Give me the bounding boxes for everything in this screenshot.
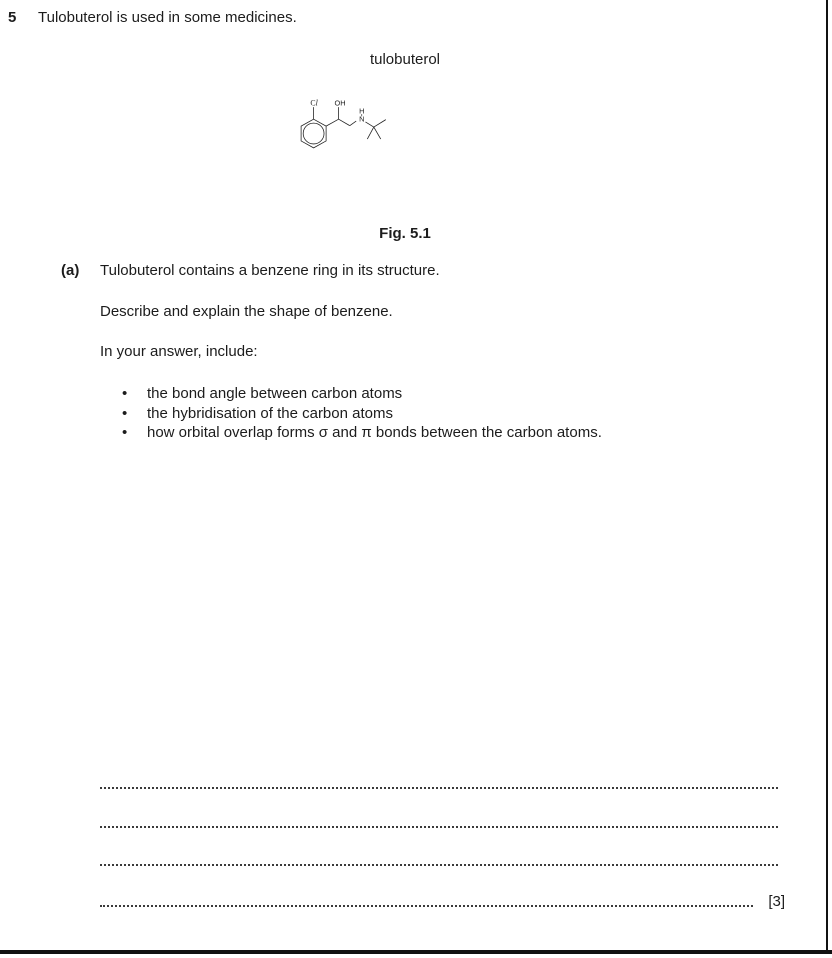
bond-ch2-to-n — [350, 121, 356, 126]
marks-badge: [3] — [768, 893, 785, 910]
bond-tbutyl-methyl-2 — [367, 127, 373, 139]
question-intro-text: Tulobuterol is used in some medicines. — [38, 9, 297, 26]
hydroxyl-group-label: OH — [334, 98, 346, 108]
part-a-instruction: Describe and explain the shape of benzene. — [100, 303, 393, 320]
bond-ring-to-carbinol — [326, 119, 339, 126]
amine-nitrogen-label: N — [359, 114, 365, 124]
answer-line — [100, 826, 778, 828]
molecule-structure-diagram — [290, 70, 540, 210]
bullet-item — [122, 404, 602, 424]
page-edge-bottom — [0, 950, 832, 954]
bond-n-to-tbutyl — [365, 122, 373, 127]
amine-hydrogen-label: H — [359, 106, 365, 116]
figure-caption: Fig. 5.1 — [379, 225, 431, 242]
bullet-text: the bond angle between carbon atoms — [147, 385, 403, 402]
bullet-text: how orbital overlap forms σ and π bonds between the carbon atoms. — [147, 424, 602, 441]
bullet-item — [122, 423, 602, 443]
answer-line — [100, 787, 778, 789]
bullet-icon: • — [122, 424, 128, 441]
bullet-list — [122, 384, 602, 443]
bond-tbutyl-methyl-1 — [374, 120, 386, 127]
bullet-text: the hybridisation of the carbon atoms — [147, 404, 393, 422]
part-a-statement: Tulobuterol contains a benzene ring in its structure. — [100, 262, 440, 279]
question-number: 5 — [8, 9, 17, 26]
answer-line — [100, 905, 753, 907]
page-edge-right — [826, 0, 828, 953]
chlorine-atom-label: Cl — [310, 98, 318, 108]
bond-tbutyl-methyl-3 — [374, 127, 381, 139]
answer-line — [100, 864, 778, 866]
part-a-include-intro: In your answer, include: — [100, 343, 258, 360]
part-a-label: (a) — [61, 262, 80, 279]
aromatic-circle — [303, 123, 324, 144]
bond-carbinol-to-ch2 — [339, 119, 350, 125]
bullet-icon: • — [122, 385, 128, 402]
molecule-name-label: tulobuterol — [369, 51, 441, 68]
bullet-icon: • — [122, 404, 128, 422]
bullet-item — [122, 384, 602, 404]
